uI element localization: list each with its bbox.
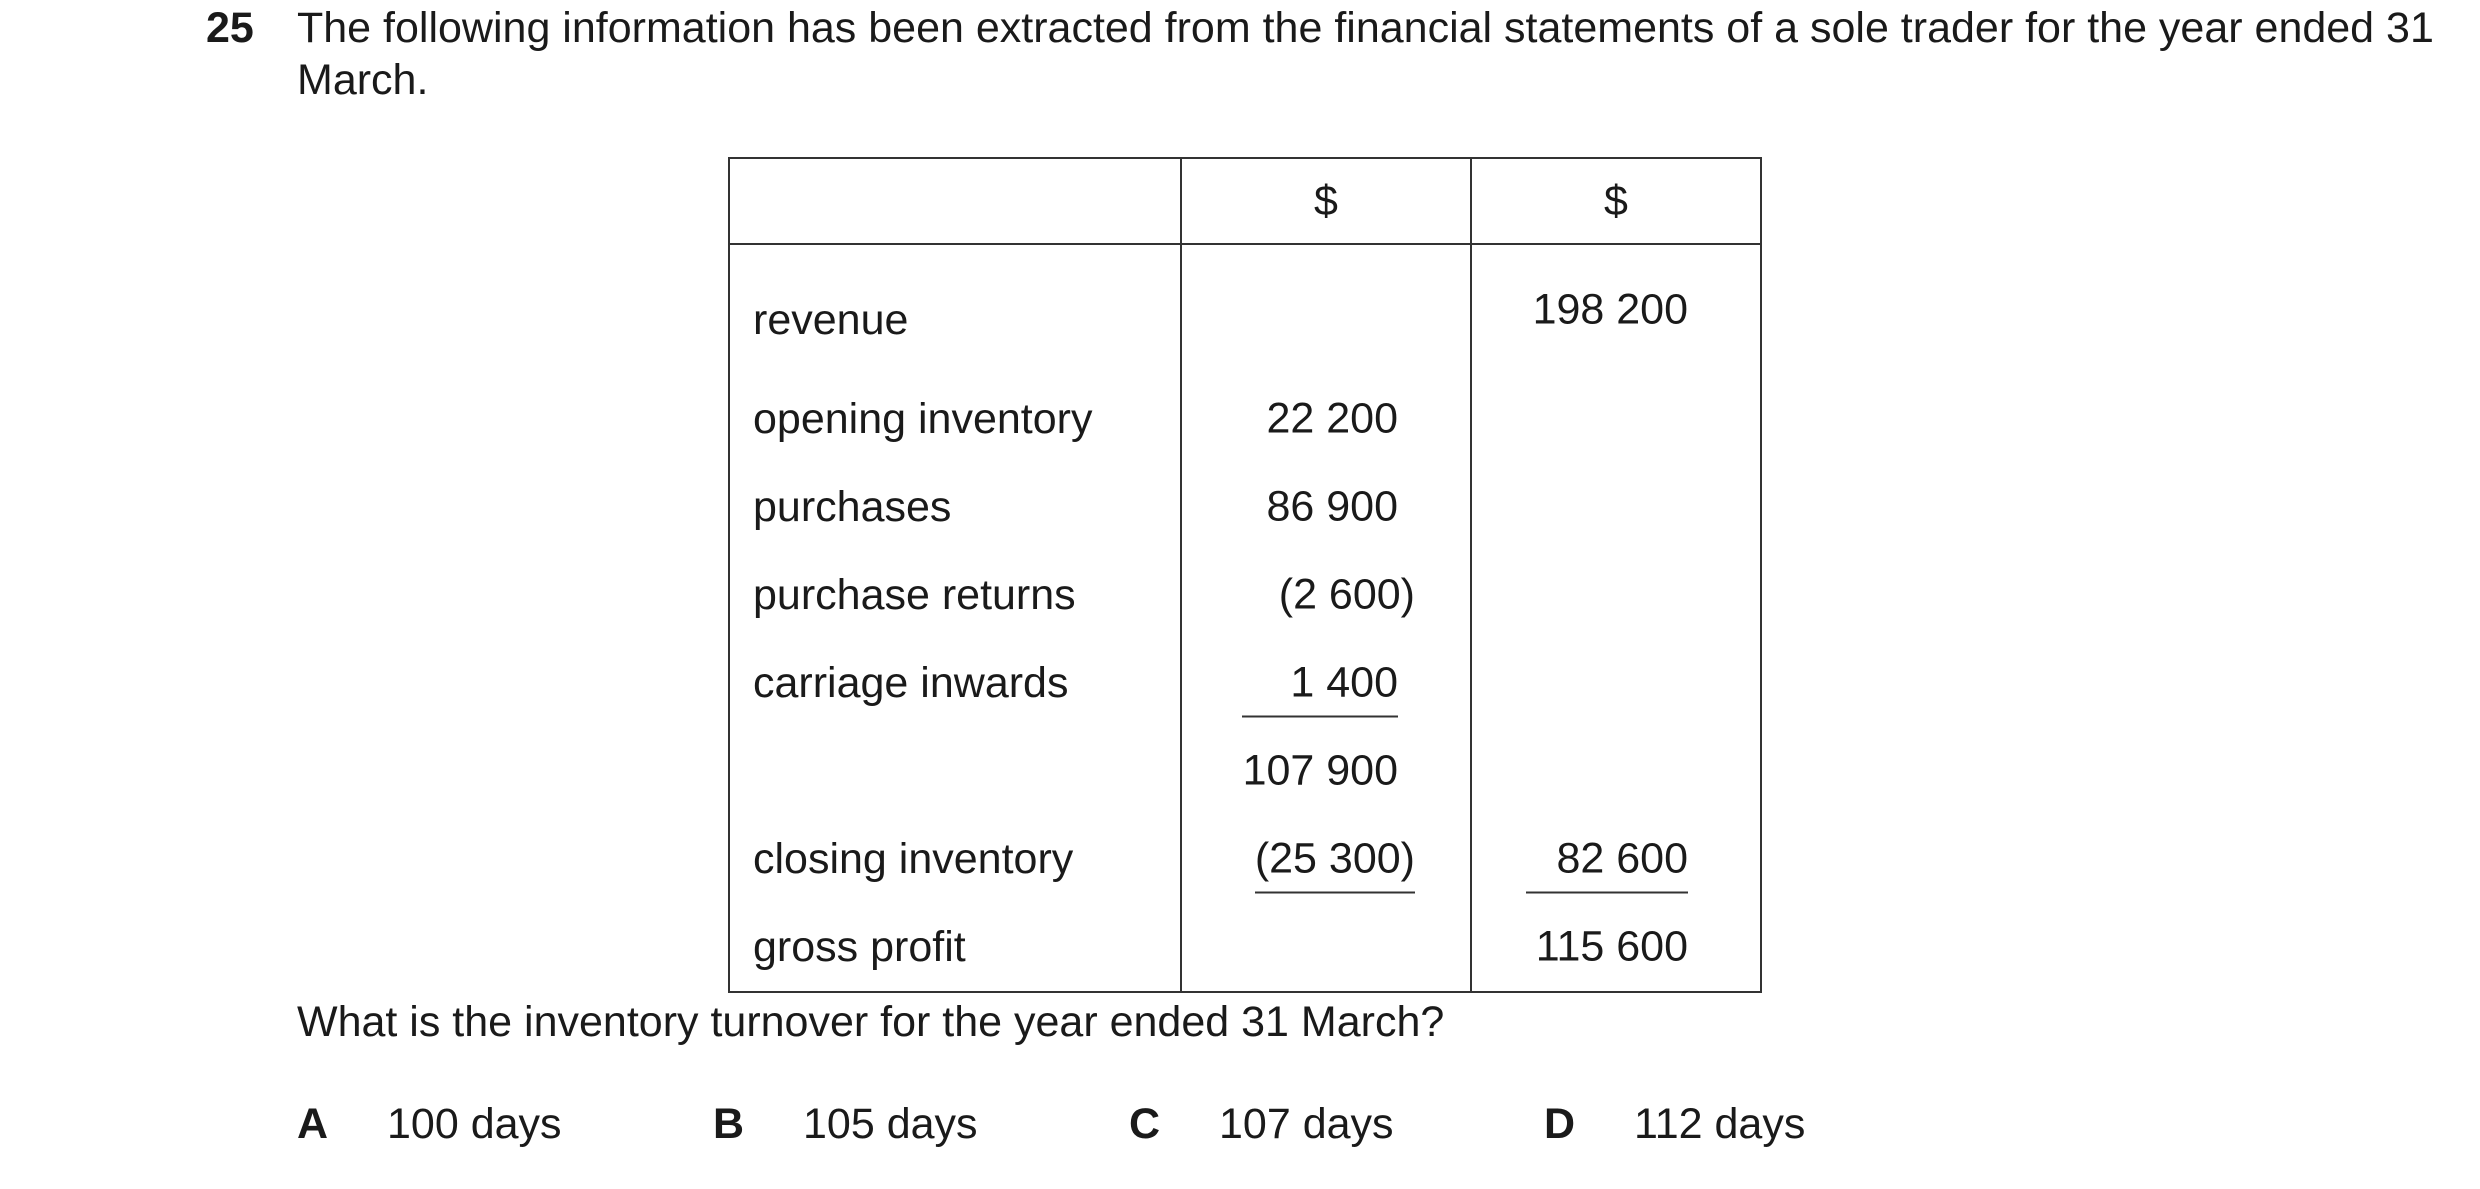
row-value-1: (25 300) xyxy=(1181,815,1471,903)
row-value-1: 86 900 xyxy=(1181,463,1471,551)
header-currency-2: $ xyxy=(1471,158,1761,244)
question-number: 25 xyxy=(206,4,254,52)
row-label: purchase returns xyxy=(729,551,1181,639)
row-label: closing inventory xyxy=(729,815,1181,903)
row-value-1 xyxy=(1181,903,1471,992)
row-value-2 xyxy=(1471,551,1761,639)
option-letter: D xyxy=(1544,1100,1576,1148)
question-prompt: What is the inventory turnover for the year ended 31 March? xyxy=(297,998,1445,1046)
row-label: carriage inwards xyxy=(729,639,1181,727)
table-row xyxy=(729,639,1761,727)
option-value: 107 days xyxy=(1219,1100,1394,1148)
row-value-1: 107 900 xyxy=(1181,727,1471,815)
row-value-2: 115 600 xyxy=(1471,903,1761,992)
row-value-1 xyxy=(1181,244,1471,375)
row-label: purchases xyxy=(729,463,1181,551)
row-label xyxy=(729,727,1181,815)
row-label: opening inventory xyxy=(729,375,1181,463)
row-value-2 xyxy=(1471,375,1761,463)
option-letter: B xyxy=(713,1100,745,1148)
option-letter: C xyxy=(1129,1100,1161,1148)
answer-options xyxy=(0,1098,2480,1158)
table-row xyxy=(729,815,1761,903)
financial-table xyxy=(728,157,1762,993)
table-row xyxy=(729,551,1761,639)
header-label-cell xyxy=(729,158,1181,244)
option-value: 105 days xyxy=(803,1100,978,1148)
row-value-1: 22 200 xyxy=(1181,375,1471,463)
table-row xyxy=(729,375,1761,463)
table-header-row xyxy=(729,158,1761,244)
row-value-2 xyxy=(1471,727,1761,815)
question-text: The following information has been extracted from the financial statements of a sole trader for the year ended 31 March. xyxy=(297,4,2434,104)
row-label: gross profit xyxy=(729,903,1181,992)
row-value-1: (2 600) xyxy=(1181,551,1471,639)
row-value-2 xyxy=(1471,463,1761,551)
table-row xyxy=(729,727,1761,815)
row-label: revenue xyxy=(729,244,1181,375)
option-value: 100 days xyxy=(387,1100,562,1148)
row-value-2: 198 200 xyxy=(1471,244,1761,375)
table-row xyxy=(729,244,1761,375)
table-row xyxy=(729,463,1761,551)
table-row xyxy=(729,903,1761,992)
row-value-1: 1 400 xyxy=(1181,639,1471,727)
option-value: 112 days xyxy=(1634,1100,1806,1148)
row-value-2: 82 600 xyxy=(1471,815,1761,903)
header-currency-1: $ xyxy=(1181,158,1471,244)
option-letter: A xyxy=(297,1100,329,1148)
row-value-2 xyxy=(1471,639,1761,727)
